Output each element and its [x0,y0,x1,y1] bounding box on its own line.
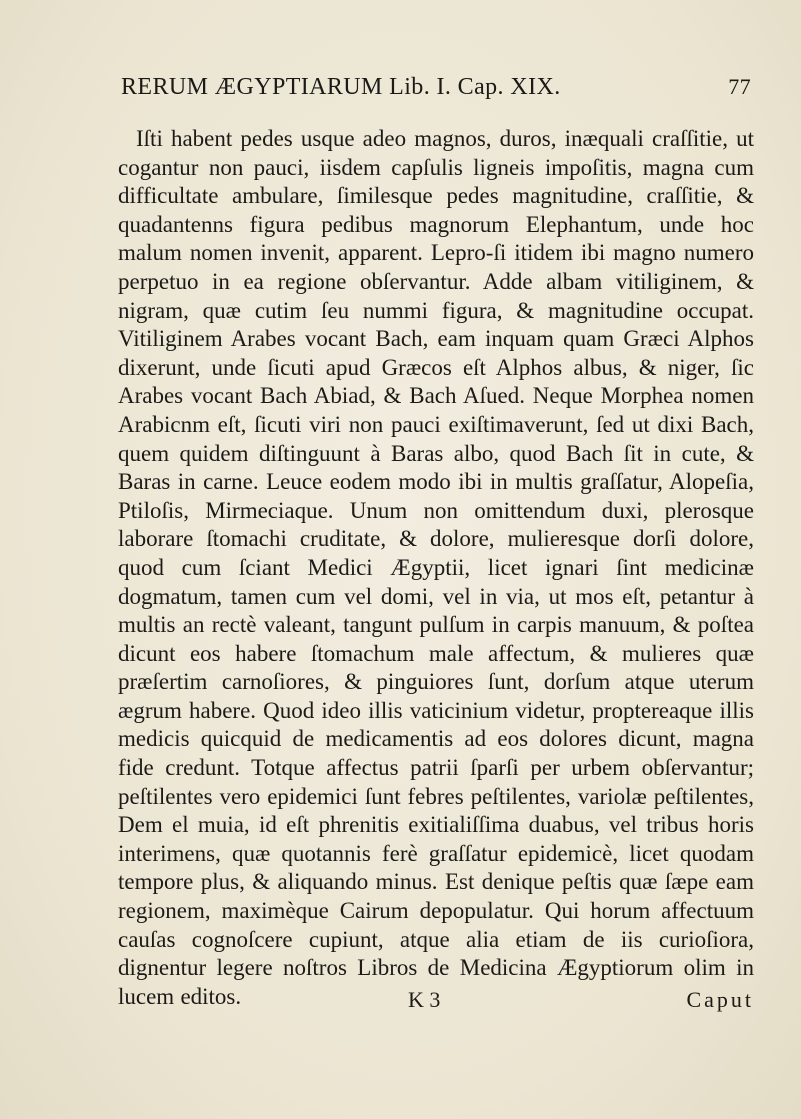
signature-mark: K 3 [408,987,441,1012]
running-head [121,74,751,108]
catchword: Caput [686,987,754,1012]
paragraph: Iſti habent pedes usque adeo magnos, duros, inæquali craſſitie, ut cogantur non pauci, iisdem capſulis ligneis impoſitis, magna cum difficultate ambulare, ſimilesque pedes magnitudine, craſſitie, & quadantenns figura pedibus magnorum Elephantum, unde hoc malum nomen invenit, apparent. Lepro-ſi itidem ibi magno numero perpetuo in ea regione obſervantur. Adde albam vitiliginem, & nigram, quæ cutim ſeu nummi figura, & magnitudine occupat. Vitiliginem Arabes vocant Bach, eam inquam quam Græci Alphos dixerunt, unde ſicuti apud Græcos eſt Alphos albus, & niger, ſic Arabes vocant Bach Abiad, & Bach Aſued. Neque Morphea nomen Arabicnm eſt, ſicuti viri non pauci exiſtimaverunt, ſed ut dixi Bach, quem quidem diſtinguunt à Baras albo, quod Bach ſit in cute, & Baras in carne. Leuce eodem modo ibi in multis graſſatur, Alopeſia, Ptiloſis, Mirmeciaque. Unum non omittendum duxi, plerosque laborare ſtomachi cruditate, & dolore, mulieresque dorſi dolore, quod cum ſciant Medici Ægyptii, licet ignari ſint medicinæ dogmatum, tamen cum vel domi, vel in via, ut mos eſt, petantur à multis an rectè valeant, tangunt pulſum in carpis manuum, & poſtea dicunt eos habere ſtomachum male affectum, & mulieres quæ præſertim carnoſiores, & pinguiores ſunt, dorſum atque uterum ægrum habere. Quod ideo illis vaticinium videtur, proptereaque illis medicis quicquid de medicamentis ad eos dolores dicunt, magna fide credunt. Totque affectus patrii ſparſi per urbem obſervantur; peſtilentes vero epidemici ſunt febres peſtilentes, variolæ peſtilentes, Dem el muia, id eſt phrenitis exitialiſſima duabus, vel tribus horis interimens, quæ quotannis ferè graſſatur epidemicè, licet quodam tempore plus, & aliquando minus. Est denique peſtis quæ ſæpe eam regionem, maximèque Cairum depopulatur. Qui horum affectuum cauſas cognoſcere cupiunt, atque alia etiam de iis curioſiora, dignentur legere noſtros Libros de Medicina Ægyptiorum olim in lucem editos. [118,126,754,1009]
running-title: RERUM ÆGYPTIARUM Lib. I. Cap. XIX. [121,74,561,100]
body-text [118,125,754,1011]
page-footer [118,987,754,1019]
page-number: 77 [728,74,751,99]
